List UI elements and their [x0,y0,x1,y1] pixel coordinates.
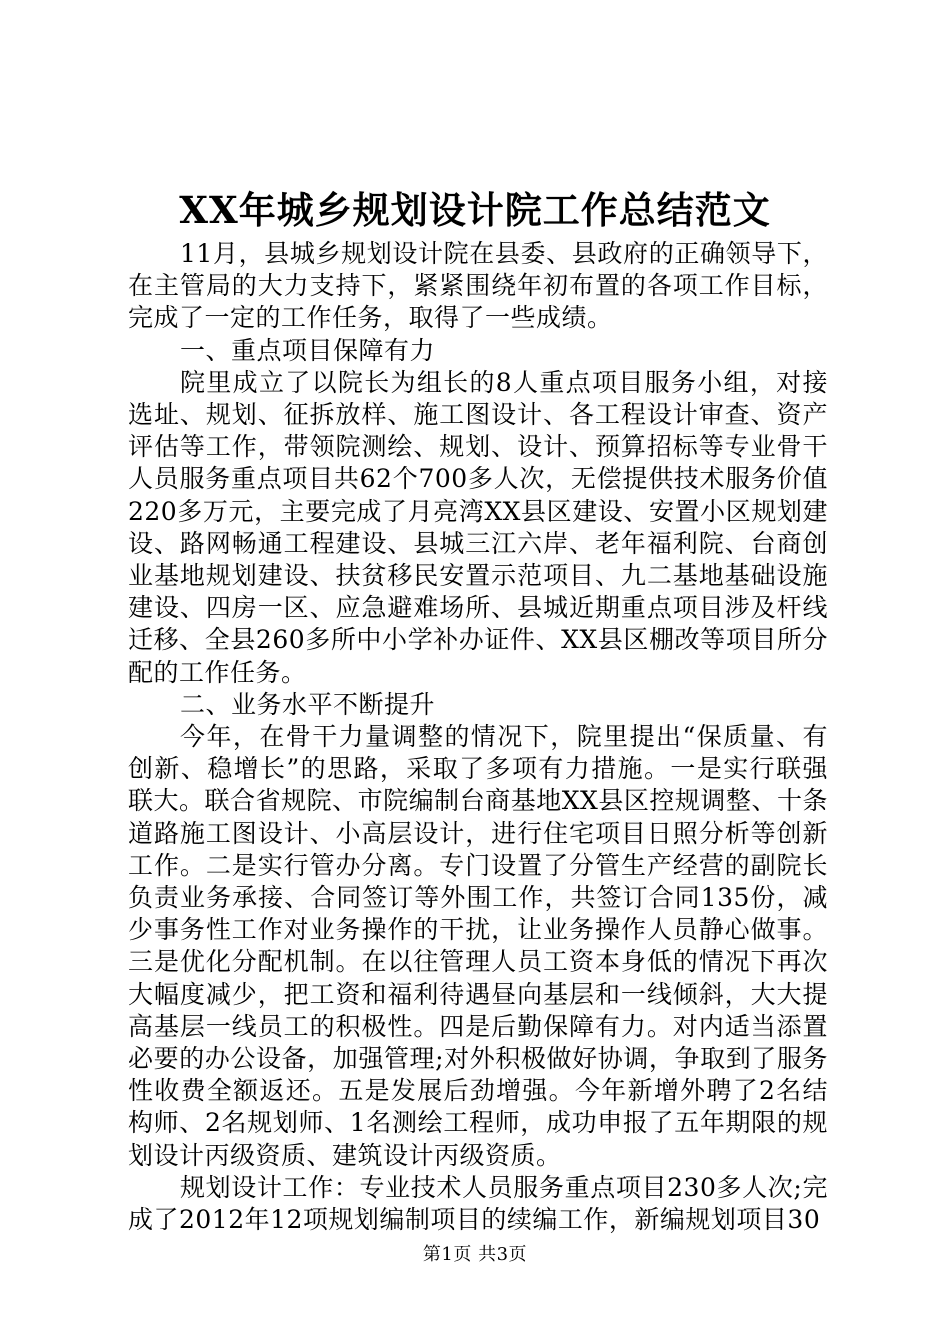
paragraph-business-level: 今年，在骨干力量调整的情况下，院里提出“保质量、有创新、稳增长”的思路，采取了多项有力措施。一是实行联强联大。联合省规院、市院编制台商基地XX县区控规调整、十条道路施工图设计、小高层设计，进行住宅项目日照分析等创新工作。二是实行管办分离。专门设置了分管生产经营的副院长负责业务承接、合同签订等外围工作，共签订合同135份，减少事务性工作对业务操作的干扰，让业务操作人员静心做事。三是优化分配机制。在以往管理人员工资本身低的情况下再次大幅度减少，把工资和福利待遇昼向基层和一线倾斜，大大提高基层一线员工的积极性。四是后勤保障有力。对内适当添置必要的办公设备，加强管理;对外积极做好协调，争取到了服务性收费全额返还。五是发展后劲增强。今年新增外聘了2名结构师、2名规划师、1名测绘工程师，成功申报了五年期限的规划设计丙级资质、建筑设计丙级资质。 [128,722,828,1170]
page-footer: 第1页 共3页 [422,1244,528,1265]
section-heading-1: 一、重点项目保障有力 [180,335,436,365]
paragraph-intro: 11月，县城乡规划设计院在县委、县政府的正确领导下，在主管局的大力支持下，紧紧围绕年初布置的各项工作目标，完成了一定的工作任务，取得了一些成绩。 [128,239,828,333]
paragraph-key-projects: 院里成立了以院长为组长的8人重点项目服务小组，对接选址、规划、征拆放样、施工图设计、各工程设计审查、资产评估等工作，带领院测绘、规划、设计、预算招标等专业骨干人员服务重点项目共62个700多人次，无偿提供技术服务价值220多万元，主要完成了月亮湾XX县区建设、安置小区规划建设、路网畅通工程建设、县城三江六岸、老年福利院、台商创业基地规划建设、扶贫移民安置示范项目、九二基地基础设施建设、四房一区、应急避难场所、县城近期重点项目涉及杆线迁移、全县260多所中小学补办证件、XX县区棚改等项目所分配的工作任务。 [128,367,828,687]
document-title: XX年城乡规划设计院工作总结范文 [179,188,771,232]
paragraph-planning-work: 规划设计工作：专业技术人员服务重点项目230多人次;完成了2012年12项规划编制项目的续编工作，新编规划项目30 [128,1172,828,1235]
section-heading-2: 二、业务水平不断提升 [180,689,436,719]
document-body [128,238,828,1236]
